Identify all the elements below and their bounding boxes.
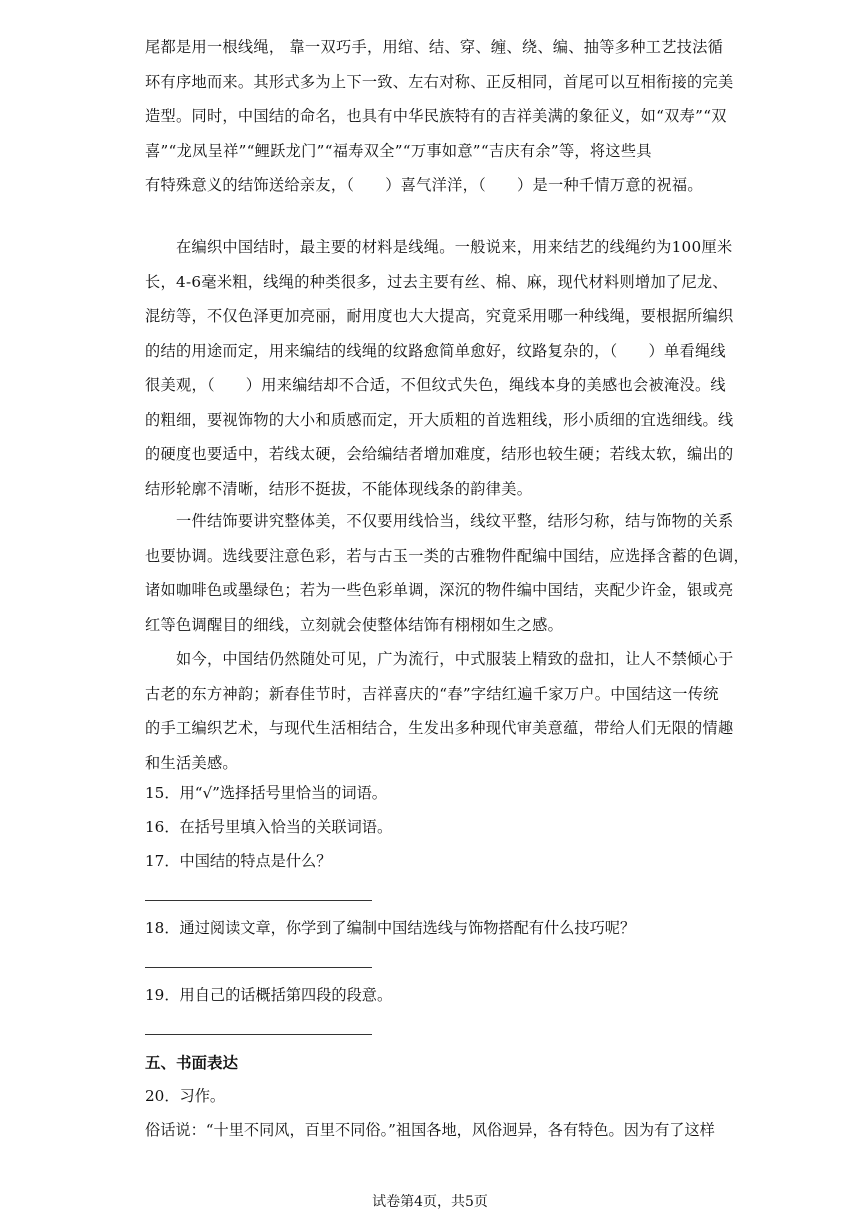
paragraph-4	[145, 642, 734, 780]
paragraph-line: 环有序地而来。其形式多为上下一致、左右对称、正反相同，首尾可以互相衔接的完美	[145, 72, 734, 91]
paragraph-1	[145, 30, 734, 203]
paragraph-line: 在编织中国结时，最主要的材料是线绳。一般说来，用来结艺的线绳约为100厘米	[145, 238, 733, 256]
paragraph-line: 造型。同时，中国结的命名，也具有中华民族特有的吉祥美满的象征义，如“双寿”“双	[145, 107, 727, 125]
paragraph-line: 如今，中国结仍然随处可见，广为流行，中式服装上精致的盘扣，让人不禁倾心于	[145, 650, 734, 668]
paragraph-2	[145, 230, 734, 506]
question-18: 18．通过阅读文章，你学到了编制中国结选线与饰物搭配有什么技巧呢？	[145, 919, 636, 937]
answer-line-19[interactable]	[145, 1034, 372, 1035]
paragraph-line: 很美观，（ ）用来编结却不合适，不但纹式失色，绳线本身的美感也会被淹没。线	[145, 376, 726, 394]
paragraph-line: 长，4-6毫米粗，线绳的种类很多，过去主要有丝、棉、麻，现代材料则增加了尼龙、	[145, 272, 728, 291]
section-title: 五、书面表达	[145, 1054, 239, 1072]
paragraph-line: 的硬度也要适中，若线太硬，会给编结者增加难度，结形也较生硬；若线太软，编出的	[145, 445, 734, 463]
question-20: 20．习作。	[145, 1087, 226, 1105]
page-footer: 试卷第4页，共5页	[372, 1194, 488, 1210]
question-16: 16．在括号里填入恰当的关联词语。	[145, 818, 393, 836]
paragraph-3	[145, 504, 750, 642]
paragraph-line: 一件结饰要讲究整体美，不仅要用线恰当，线纹平整，结形匀称，结与饰物的关系	[145, 512, 734, 530]
paragraph-line: 和生活美感。	[145, 753, 238, 772]
answer-line-18[interactable]	[145, 967, 372, 968]
question-15: 15．用“√”选择括号里恰当的词语。	[145, 784, 387, 802]
paragraph-line: 古老的东方神韵；新春佳节时，吉祥喜庆的“春”字结红遍千家万户。中国结这一传统	[145, 684, 719, 703]
paragraph-line: 尾都是用一根线绳， 靠一双巧手，用绾、结、穿、缠、绕、编、抽等多种工艺技法循	[145, 38, 724, 56]
paragraph-line: 红等色调醒目的细线，立刻就会使整体结饰有栩栩如生之感。	[145, 615, 564, 634]
question-17: 17．中国结的特点是什么？	[145, 852, 332, 870]
paragraph-line: 有特殊意义的结饰送给亲友，（ ）喜气洋洋，（ ）是一种千情万意的祝福。	[145, 176, 703, 194]
paragraph-line: 的粗细，要视饰物的大小和质感而定，开大质粗的首选粗线，形小质细的宜选细线。线	[145, 410, 734, 429]
paragraph-line: 诸如咖啡色或墨绿色；若为一些色彩单调，深沉的物件编中国结，夹配少许金，银或亮	[145, 581, 734, 599]
paragraph-line: 的手工编织艺术，与现代生活相结合，生发出多种现代审美意蕴，带给人们无限的情趣	[145, 719, 734, 737]
paragraph-line: 的结的用途而定，用来编结的线绳的纹路愈简单愈好，纹路复杂的，（ ）单看绳线	[145, 341, 726, 360]
paragraph-line: 喜”“龙凤呈祥”“鲤跃龙门”“福寿双全”“万事如意”“吉庆有余”等，将这些具	[145, 141, 652, 160]
question-19: 19．用自己的话概括第四段的段意。	[145, 986, 393, 1004]
writing-prompt: 俗话说：“十里不同风，百里不同俗。”祖国各地，风俗迥异，各有特色。因为有了这样	[145, 1121, 715, 1139]
paragraph-line: 也要协调。选线要注意色彩，若与古玉一类的古雅物件配编中国结，应选择含蓄的色调，	[145, 546, 750, 565]
answer-line-17[interactable]	[145, 900, 372, 901]
paragraph-line: 混纺等，不仅色泽更加亮丽，耐用度也大大提高，究竟采用哪一种线绳，要根据所编织	[145, 307, 734, 325]
paragraph-line: 结形轮廓不清晰，结形不挺拔，不能体现线条的韵律美。	[145, 479, 533, 498]
